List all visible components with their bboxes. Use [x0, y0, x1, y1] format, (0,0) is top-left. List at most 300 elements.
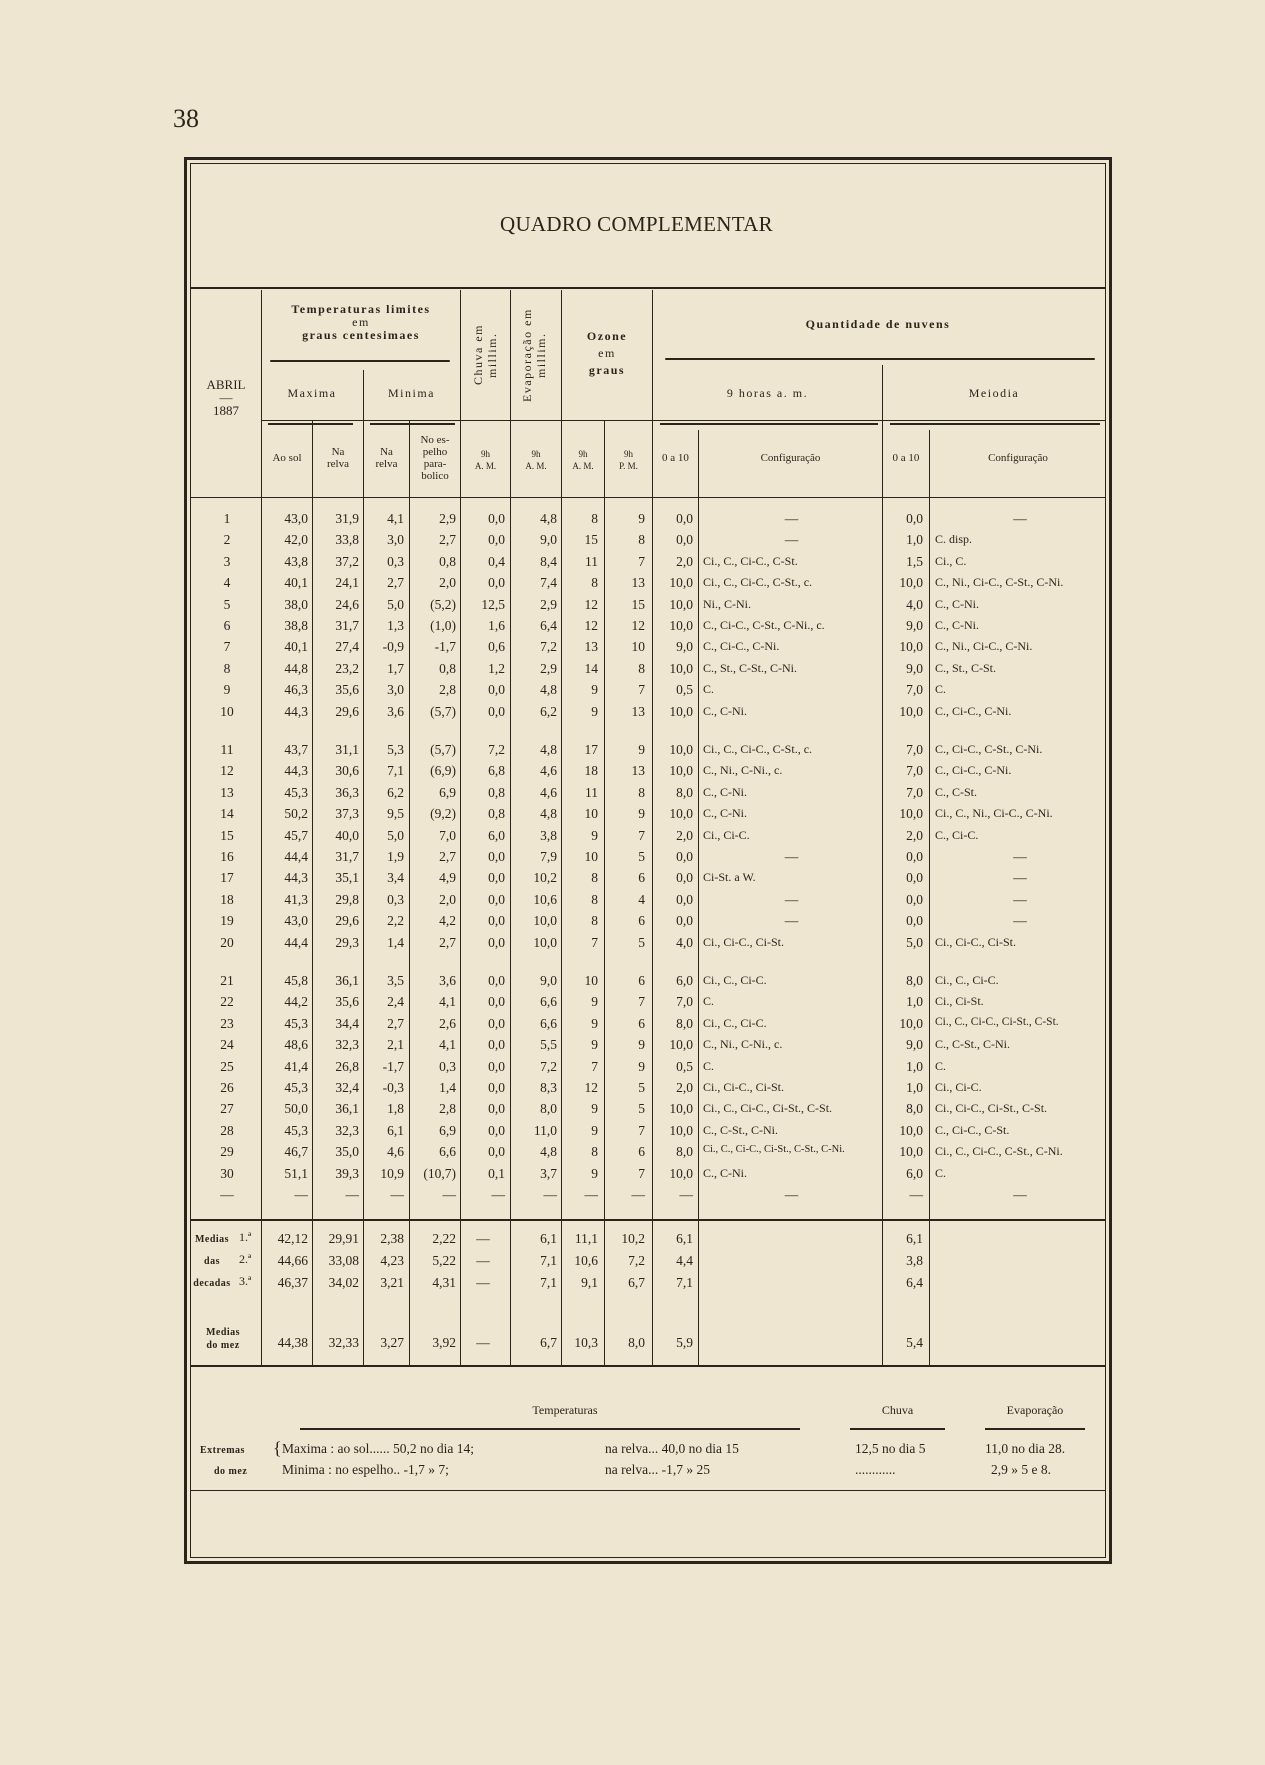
table-cell: 5 — [638, 1101, 645, 1116]
col-text: 9h — [624, 449, 633, 459]
table-cell: 11 — [585, 554, 598, 569]
day-cell: 27 — [220, 1101, 234, 1116]
table-cell: 8,0 — [906, 1101, 923, 1116]
col-text: A. M. — [572, 461, 594, 471]
decade-means-label: decadas — [193, 1278, 231, 1289]
table-cell: 36,1 — [335, 1101, 359, 1116]
table-cell: 1,0 — [906, 532, 923, 547]
table-cell: 3,6 — [439, 973, 456, 988]
table-cell: 8 — [591, 575, 598, 590]
temp-group-line: Temperaturas limites — [291, 302, 431, 316]
day-cell: 2 — [223, 532, 231, 547]
table-cell: (6,9) — [430, 763, 456, 778]
table-cell: 30,6 — [335, 763, 359, 778]
table-cell: 10,0 — [669, 704, 693, 719]
minima-heading: Minima — [388, 386, 435, 400]
col-espelho — [410, 434, 460, 482]
table-cell: 0,4 — [488, 554, 505, 569]
table-cell: 2,7 — [439, 849, 456, 864]
table-cell: 1,2 — [488, 661, 505, 676]
table-cell: Ci., Ci-C. — [703, 828, 750, 842]
table-cell: — — [491, 1187, 505, 1202]
table-cell: C., Ni., Ci-C., C-St., C-Ni. — [935, 575, 1064, 589]
table-cell: 9,0 — [676, 639, 693, 654]
table-cell: 31,9 — [335, 511, 359, 526]
table-cell: 7 — [638, 682, 645, 697]
table-cell: 4,1 — [387, 511, 404, 526]
decade-mean-cell: 5,22 — [432, 1253, 456, 1268]
table-cell: 8,4 — [540, 554, 557, 569]
day-cell: 26 — [220, 1080, 234, 1095]
table-cell: 6,6 — [540, 1016, 557, 1031]
table-cell: 45,3 — [284, 1016, 308, 1031]
extremes-chuva-brace — [850, 1428, 945, 1430]
table-cell: 6,2 — [540, 704, 557, 719]
table-cell: 2,0 — [439, 575, 456, 590]
table-cell: Ci., C. — [935, 554, 967, 568]
table-cell: 31,1 — [335, 742, 359, 757]
table-cell: 0,8 — [439, 554, 456, 569]
table-cell: 6 — [638, 913, 645, 928]
table-cell: 12 — [584, 618, 598, 633]
table-cell: — — [1013, 913, 1027, 928]
table-cell: -1,7 — [434, 639, 456, 654]
table-cell: 9 — [638, 1037, 645, 1052]
table-cell: 5 — [638, 849, 645, 864]
table-cell: C., Ci-C., C-St. — [935, 1123, 1010, 1137]
table-cell: 10,0 — [669, 742, 693, 757]
table-cell: 8 — [591, 913, 598, 928]
table-cell: — — [1013, 511, 1027, 526]
table-cell: 10,0 — [669, 806, 693, 821]
col-text: relva — [375, 458, 398, 470]
table-cell: (5,7) — [430, 704, 456, 719]
extremes-label: do mez — [214, 1466, 248, 1477]
table-cell: 0,0 — [906, 892, 923, 907]
table-cell: — — [584, 1187, 598, 1202]
table-cell: 2,7 — [387, 1016, 404, 1031]
table-cell: 3,0 — [387, 532, 404, 547]
col-text: 9h — [481, 449, 490, 459]
month-mean-cell: 5,4 — [906, 1335, 923, 1350]
col-text: P. M. — [619, 461, 638, 471]
day-cell: 1 — [223, 511, 231, 526]
table-cell: C., Ni., Ci-C., C-Ni. — [935, 639, 1033, 653]
table-cell: 10,0 — [669, 597, 693, 612]
page-number: 38 — [173, 104, 199, 133]
table-cell: 17 — [584, 742, 598, 757]
table-cell: Ci., C., Ci-C., C-St., c. — [703, 742, 813, 756]
decade-means-label: das — [204, 1256, 220, 1267]
table-cell: 8,0 — [676, 1016, 693, 1031]
table-cell: Ci., C., Ci-C., C-St. — [703, 554, 798, 568]
table-cell: 6,0 — [906, 1166, 923, 1181]
table-cell: 7,1 — [387, 763, 404, 778]
table-cell: 7,2 — [540, 639, 557, 654]
extremes-evap-2: 2,9 » 5 e 8. — [991, 1462, 1051, 1477]
table-cell: 0,6 — [488, 639, 505, 654]
day-cell: 21 — [220, 973, 234, 988]
table-cell: Ci., Ci-C., Ci-St. — [935, 935, 1017, 949]
table-cell: 45,3 — [284, 1123, 308, 1138]
month-label: ABRIL — [206, 377, 246, 392]
table-cell: Ci., C., Ni., Ci-C., C-Ni. — [935, 806, 1053, 820]
decade-mean-cell: 34,02 — [328, 1275, 359, 1290]
table-cell: 24,6 — [335, 597, 359, 612]
table-cell: Ni., C-Ni. — [703, 597, 751, 611]
table-cell: 2,0 — [906, 828, 923, 843]
table-cell: -0,9 — [382, 639, 404, 654]
col-0a10-2: 0 a 10 — [892, 452, 920, 464]
col-text: Na — [331, 446, 345, 458]
table-cell: 10,0 — [899, 639, 923, 654]
table-cell: 2,7 — [439, 532, 456, 547]
table-cell: — — [679, 1187, 693, 1202]
table-cell: 8 — [591, 870, 598, 885]
table-cell: 7 — [591, 935, 598, 950]
decade-mean-cell: 7,1 — [540, 1275, 557, 1290]
table-cell: 7 — [638, 1166, 645, 1181]
table-cell: 12,5 — [481, 597, 505, 612]
table-cell: 8,0 — [676, 1144, 693, 1159]
table-cell: 5,0 — [387, 597, 404, 612]
decade-mean-cell: 10,2 — [621, 1231, 645, 1246]
table-cell: 2,0 — [676, 1080, 693, 1095]
evap-heading: Evaporação em millim. — [520, 308, 548, 402]
table-cell: 44,3 — [284, 704, 308, 719]
table-cell: 35,6 — [335, 682, 359, 697]
maxima-heading: Maxima — [287, 386, 337, 400]
table-cell: 0,0 — [488, 1101, 505, 1116]
table-cell: 43,0 — [284, 511, 308, 526]
nuvens-heading: Quantidade de nuvens — [805, 317, 951, 331]
table-cell: 2,9 — [540, 661, 557, 676]
table-cell: 10,0 — [669, 1166, 693, 1181]
table-cell: C., Ni., C-Ni., c. — [703, 763, 783, 777]
table-cell: 0,0 — [906, 870, 923, 885]
table-cell: 13 — [631, 704, 645, 719]
table-cell: 43,0 — [284, 913, 308, 928]
table-cell: 23,2 — [335, 661, 359, 676]
table-cell: — — [294, 1187, 308, 1202]
table-cell: 18 — [584, 763, 598, 778]
table-cell: 0,0 — [488, 1016, 505, 1031]
decade-mean-cell: 4,31 — [432, 1275, 456, 1290]
table-cell: 4,1 — [439, 1037, 456, 1052]
col-na-relva-max — [313, 446, 363, 470]
table-cell: — — [1013, 892, 1027, 907]
table-cell: 1,7 — [387, 661, 404, 676]
table-cell: 35,1 — [335, 870, 359, 885]
table-cell: 0,0 — [676, 849, 693, 864]
table-cell: 5,3 — [387, 742, 404, 757]
table-cell: 7,0 — [906, 682, 923, 697]
table-cell: 44,8 — [284, 661, 308, 676]
table-cell: Ci., Ci-St. — [935, 994, 984, 1008]
table-cell: C., St., C-St., C-Ni. — [703, 661, 798, 675]
table-cell: 10,0 — [899, 1123, 923, 1138]
table-cell: Ci., Ci-C., Ci-St., C-St. — [935, 1101, 1048, 1115]
title-rule — [190, 287, 1106, 289]
table-cell: Ci., C., Ci-C., C-St., c. — [703, 575, 813, 589]
table-cell: 5 — [638, 935, 645, 950]
table-cell: 48,6 — [284, 1037, 308, 1052]
table-cell: C. — [703, 682, 715, 696]
decade-mean-cell: 4,23 — [380, 1253, 404, 1268]
table-cell: 0,8 — [488, 785, 505, 800]
table-cell: 15 — [631, 597, 645, 612]
table-cell: 2,9 — [439, 511, 456, 526]
temp-group-heading — [262, 303, 460, 342]
extremes-chuva-2: ............ — [855, 1462, 896, 1477]
temp-group-line: graus centesimaes — [302, 328, 420, 342]
table-cell: 1,0 — [906, 1080, 923, 1095]
day-cell: 6 — [223, 618, 231, 633]
table-cell: 9 — [591, 1016, 598, 1031]
table-cell: — — [784, 1187, 799, 1202]
col-line — [698, 430, 699, 1365]
table-cell: 0,0 — [488, 973, 505, 988]
table-cell: (5,7) — [430, 742, 456, 757]
table-cell: 10,0 — [669, 1123, 693, 1138]
table-cell: 44,3 — [284, 870, 308, 885]
table-cell: C., Ci-C., C-Ni. — [935, 763, 1012, 777]
table-cell: 11 — [585, 785, 598, 800]
table-cell: 46,3 — [284, 682, 308, 697]
table-cell: (1,0) — [430, 618, 456, 633]
day-cell: 4 — [223, 575, 231, 590]
table-cell: 43,8 — [284, 554, 308, 569]
table-cell: 7,0 — [676, 994, 693, 1009]
table-cell: — — [1013, 849, 1027, 864]
table-cell: 29,6 — [335, 704, 359, 719]
table-cell: C., Ci-C., C-Ni. — [935, 704, 1012, 718]
table-cell: C., C-Ni. — [935, 597, 980, 611]
table-cell: 9,0 — [540, 973, 557, 988]
table-cell: 2,0 — [676, 554, 693, 569]
table-cell: — — [784, 913, 799, 928]
table-cell: 31,7 — [335, 849, 359, 864]
table-cell: 1,0 — [906, 994, 923, 1009]
decade-mean-cell: 6,4 — [906, 1275, 923, 1290]
table-cell: 8 — [638, 661, 645, 676]
table-cell: Ci., Ci-C., Ci-St. — [703, 1080, 785, 1094]
decade-mean-cell: 33,08 — [328, 1253, 359, 1268]
table-cell: 2,0 — [439, 892, 456, 907]
ozone-line: graus — [588, 363, 626, 377]
table-cell: 31,7 — [335, 618, 359, 633]
decade-mean-cell: 9,1 — [581, 1275, 598, 1290]
table-cell: 0,0 — [488, 575, 505, 590]
table-cell: 8,0 — [676, 785, 693, 800]
month-mean-cell: 32,33 — [328, 1335, 359, 1350]
table-cell: 4,8 — [540, 682, 557, 697]
table-cell: 7,4 — [540, 575, 557, 590]
table-cell: — — [784, 532, 799, 547]
table-cell: 6 — [638, 1144, 645, 1159]
table-cell: C. — [935, 682, 947, 696]
ozone-line: Ozone — [586, 329, 628, 343]
table-cell: 38,8 — [284, 618, 308, 633]
table-cell: 4,2 — [439, 913, 456, 928]
table-cell: C. — [703, 1059, 715, 1073]
col-text: A. M. — [474, 461, 497, 471]
minima-brace — [370, 423, 455, 425]
table-cell: 6 — [638, 973, 645, 988]
col-text: bolico — [421, 470, 449, 482]
table-cell: C., Ci-C., C-Ni. — [703, 639, 780, 653]
nove-horas-heading: 9 horas a. m. — [726, 386, 809, 400]
decade-mean-cell: 11,1 — [574, 1231, 598, 1246]
table-cell: 10,0 — [669, 1101, 693, 1116]
table-cell: 6,9 — [439, 785, 456, 800]
table-cell: 44,4 — [284, 849, 308, 864]
table-cell: 5,5 — [540, 1037, 557, 1052]
table-cell: 0,0 — [488, 704, 505, 719]
col-text: 9h — [531, 449, 541, 459]
table-cell: 50,2 — [284, 806, 308, 821]
extremes-evap-1: 11,0 no dia 28. — [985, 1441, 1066, 1456]
table-cell: (9,2) — [430, 806, 456, 821]
table-cell: 9 — [591, 828, 598, 843]
table-cell: Ci., C., Ci-C. — [703, 973, 767, 987]
nuvens-group-brace — [665, 358, 1095, 360]
col-text: Na — [380, 446, 393, 458]
table-cell: 9 — [591, 1123, 598, 1138]
day-cell: 18 — [220, 892, 234, 907]
table-cell: 9 — [591, 1037, 598, 1052]
col-chuva-time — [461, 448, 510, 472]
table-cell: 0,1 — [488, 1166, 505, 1181]
table-cell: -0,3 — [382, 1080, 404, 1095]
table-cell: 10 — [584, 806, 598, 821]
table-cell: 0,3 — [387, 892, 404, 907]
table-cell: 1,0 — [906, 1059, 923, 1074]
col-text: pelho — [422, 446, 448, 458]
decade-mean-cell: 6,1 — [540, 1231, 557, 1246]
table-cell: 10,0 — [533, 913, 557, 928]
table-cell: Ci., C., Ci-C., C-St., C-Ni. — [935, 1144, 1063, 1158]
table-cell: 44,4 — [284, 935, 308, 950]
table-cell: C., C-Ni. — [703, 806, 748, 820]
table-cell: 8,0 — [906, 973, 923, 988]
ozone-heading — [562, 328, 652, 379]
table-cell: — — [631, 1187, 645, 1202]
table-cell: 40,1 — [284, 639, 308, 654]
table-cell: Ci-St. a W. — [703, 870, 756, 884]
col-na-relva-min — [364, 446, 409, 470]
table-cell: 11,0 — [533, 1123, 557, 1138]
day-cell: — — [220, 1187, 234, 1202]
table-cell: 2,6 — [439, 1016, 456, 1031]
table-cell: 0,0 — [676, 870, 693, 885]
table-cell: 0,8 — [488, 806, 505, 821]
table-cell: 10,0 — [669, 661, 693, 676]
page-title: QUADRO COMPLEMENTAR — [500, 212, 773, 236]
table-cell: 8 — [591, 892, 598, 907]
table-cell: 12 — [584, 1080, 598, 1095]
month-mean-cell: — — [476, 1335, 490, 1350]
col-oz-pm — [605, 448, 652, 472]
month-dash: — — [219, 390, 233, 405]
table-cell: 7 — [638, 994, 645, 1009]
table-cell: C., Ni., C-Ni., c. — [703, 1037, 783, 1051]
table-cell: 2,9 — [540, 597, 557, 612]
decade-mean-cell: 3,8 — [906, 1253, 923, 1268]
table-cell: 3,7 — [540, 1166, 557, 1181]
extremes-max-line-b: na relva... 40,0 no dia 15 — [605, 1441, 739, 1456]
month-mean-cell: 6,7 — [540, 1335, 557, 1350]
table-cell: 0,0 — [488, 1037, 505, 1052]
meiodia-heading: Meiodia — [968, 386, 1020, 400]
table-cell: 4,8 — [540, 1144, 557, 1159]
decade-mean-cell: 10,6 — [574, 1253, 598, 1268]
table-cell: 9 — [638, 1059, 645, 1074]
table-cell: 3,0 — [387, 682, 404, 697]
table-cell: 0,0 — [906, 849, 923, 864]
table-cell: C. disp. — [935, 532, 973, 546]
table-cell: 35,0 — [335, 1144, 359, 1159]
day-cell: 20 — [220, 935, 234, 950]
table-cell: 7 — [591, 1059, 598, 1074]
table-cell: 9 — [591, 994, 598, 1009]
table-cell: 41,4 — [284, 1059, 308, 1074]
table-cell: Ci., C., Ci-C. — [703, 1016, 767, 1030]
table-cell: 13 — [631, 575, 645, 590]
day-cell: 19 — [220, 913, 234, 928]
table-cell: — — [390, 1187, 404, 1202]
month-mean-cell: 8,0 — [628, 1335, 645, 1350]
table-cell: 10 — [631, 639, 645, 654]
table-cell: 0,0 — [676, 913, 693, 928]
day-cell: 25 — [220, 1059, 234, 1074]
table-cell: (5,2) — [430, 597, 456, 612]
table-cell: C. — [935, 1059, 947, 1073]
month-mean-cell: 3,27 — [380, 1335, 404, 1350]
table-cell: 2,8 — [439, 682, 456, 697]
table-cell: C. — [703, 994, 715, 1008]
col-text: para- — [423, 458, 447, 470]
table-cell: C., C-Ni. — [703, 1166, 748, 1180]
chuva-heading: Chuva em millim. — [471, 324, 499, 386]
table-cell: -1,7 — [382, 1059, 404, 1074]
table-cell: — — [345, 1187, 359, 1202]
table-cell: 29,3 — [335, 935, 359, 950]
table-cell: 9,0 — [906, 618, 923, 633]
table-cell: 6,6 — [540, 994, 557, 1009]
table-cell: 0,0 — [488, 1123, 505, 1138]
table-cell: 1,5 — [906, 554, 923, 569]
col-conf-2: Configuração — [988, 452, 1048, 464]
decade-mean-cell: 6,7 — [628, 1275, 645, 1290]
day-cell: 8 — [223, 661, 231, 676]
table-cell: 9,0 — [540, 532, 557, 547]
extremes-temp-heading: Temperaturas — [532, 1403, 598, 1417]
extremes-max-line-a: Maxima : ao sol...... 50,2 no dia 14; — [282, 1441, 474, 1456]
table-cell: 12 — [584, 597, 598, 612]
table-cell: 45,3 — [284, 785, 308, 800]
day-cell: 10 — [220, 704, 234, 719]
table-cell: 0,3 — [387, 554, 404, 569]
month-mean-cell: 5,9 — [676, 1335, 693, 1350]
table-cell: 5 — [638, 1080, 645, 1095]
table-cell: Ci., Ci-C., Ci-St. — [703, 935, 785, 949]
table-cell: 0,0 — [488, 994, 505, 1009]
day-cell: 17 — [220, 870, 234, 885]
table-cell: 32,4 — [335, 1080, 359, 1095]
table-cell: 0,8 — [439, 661, 456, 676]
table-cell: C., Ci-C. — [935, 828, 979, 842]
